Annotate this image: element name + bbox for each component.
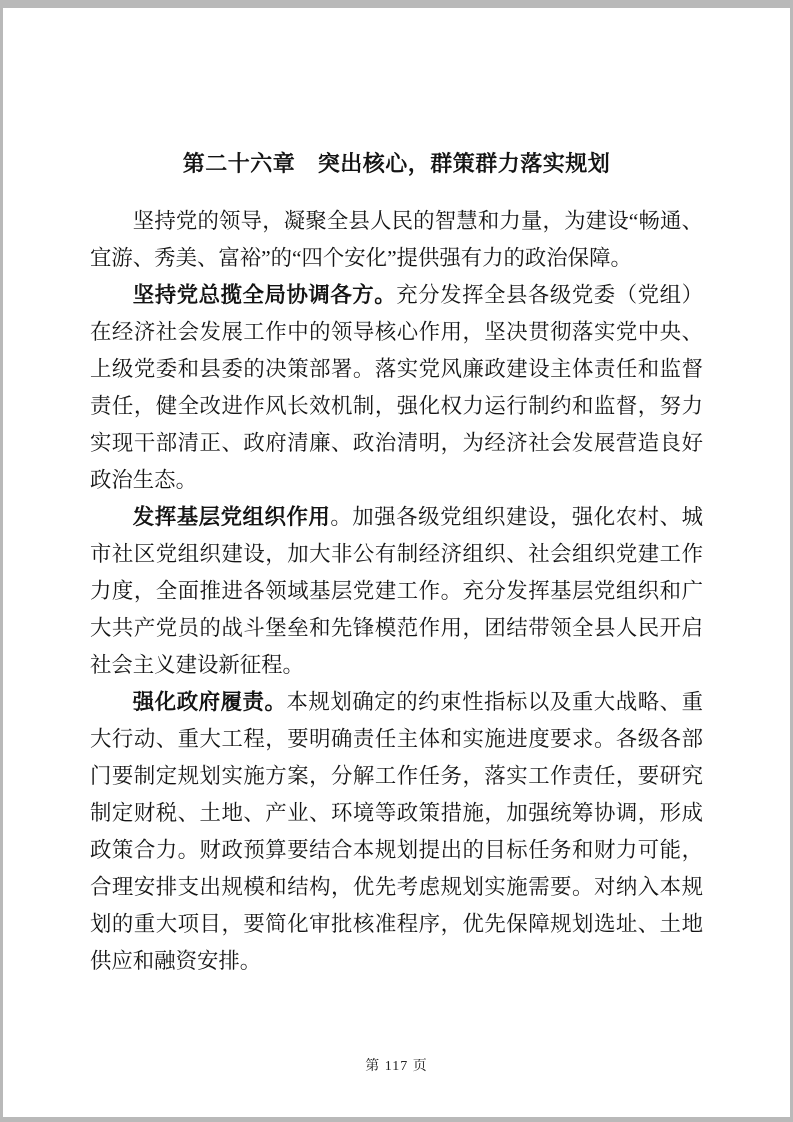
chapter-title: 第二十六章 突出核心，群策群力落实规划 [182, 151, 611, 176]
paragraph-text: 本规划确定的约束性指标以及重大战略、重大行动、重大工程，要明确责任主体和实施进度要求。各级各部门要制定规划实施方案，分解工作任务，落实工作责任，要研究制定财税、土地、产业、环境等政策措施，加强统筹协调，形成政策合力。财政预算要结合本规划提出的目标任务和财力可能，合理安排支出规模和结构，优先考虑规划实施需要。对纳入本规划的重大项目，要简化审批核准程序，优先保障规划选址、土地供应和融资安排。 [90, 690, 703, 973]
paragraph [90, 684, 703, 980]
paragraph-lead: 强化政府履责。 [132, 690, 287, 714]
paragraph [90, 277, 703, 499]
page-content [90, 149, 703, 980]
document-page [3, 8, 790, 1117]
paragraph-lead: 发挥基层党组织作用 [132, 505, 331, 529]
paragraph-lead: 坚持党总揽全局协调各方。 [132, 283, 397, 307]
paragraph [90, 203, 703, 277]
paragraph-text: 。加强各级党组织建设，强化农村、城市社区党组织建设，加大非公有制经济组织、社会组织党建工作力度，全面推进各领域基层党建工作。充分发挥基层党组织和广大共产党员的战斗堡垒和先锋模范作用，团结带领全县人民开启社会主义建设新征程。 [90, 505, 703, 677]
page-number: 第 117 页 [365, 1059, 428, 1074]
paragraph-text: 坚持党的领导，凝聚全县人民的智慧和力量，为建设“畅通、宜游、秀美、富裕”的“四个安化”提供强有力的政治保障。 [90, 209, 703, 270]
paragraph [90, 499, 703, 684]
paragraph-text: 充分发挥全县各级党委（党组）在经济社会发展工作中的领导核心作用，坚决贯彻落实党中央、上级党委和县委的决策部署。落实党风廉政建设主体责任和监督责任，健全改进作风长效机制，强化权力运行制约和监督，努力实现干部清正、政府清廉、政治清明，为经济社会发展营造良好政治生态。 [90, 283, 703, 492]
